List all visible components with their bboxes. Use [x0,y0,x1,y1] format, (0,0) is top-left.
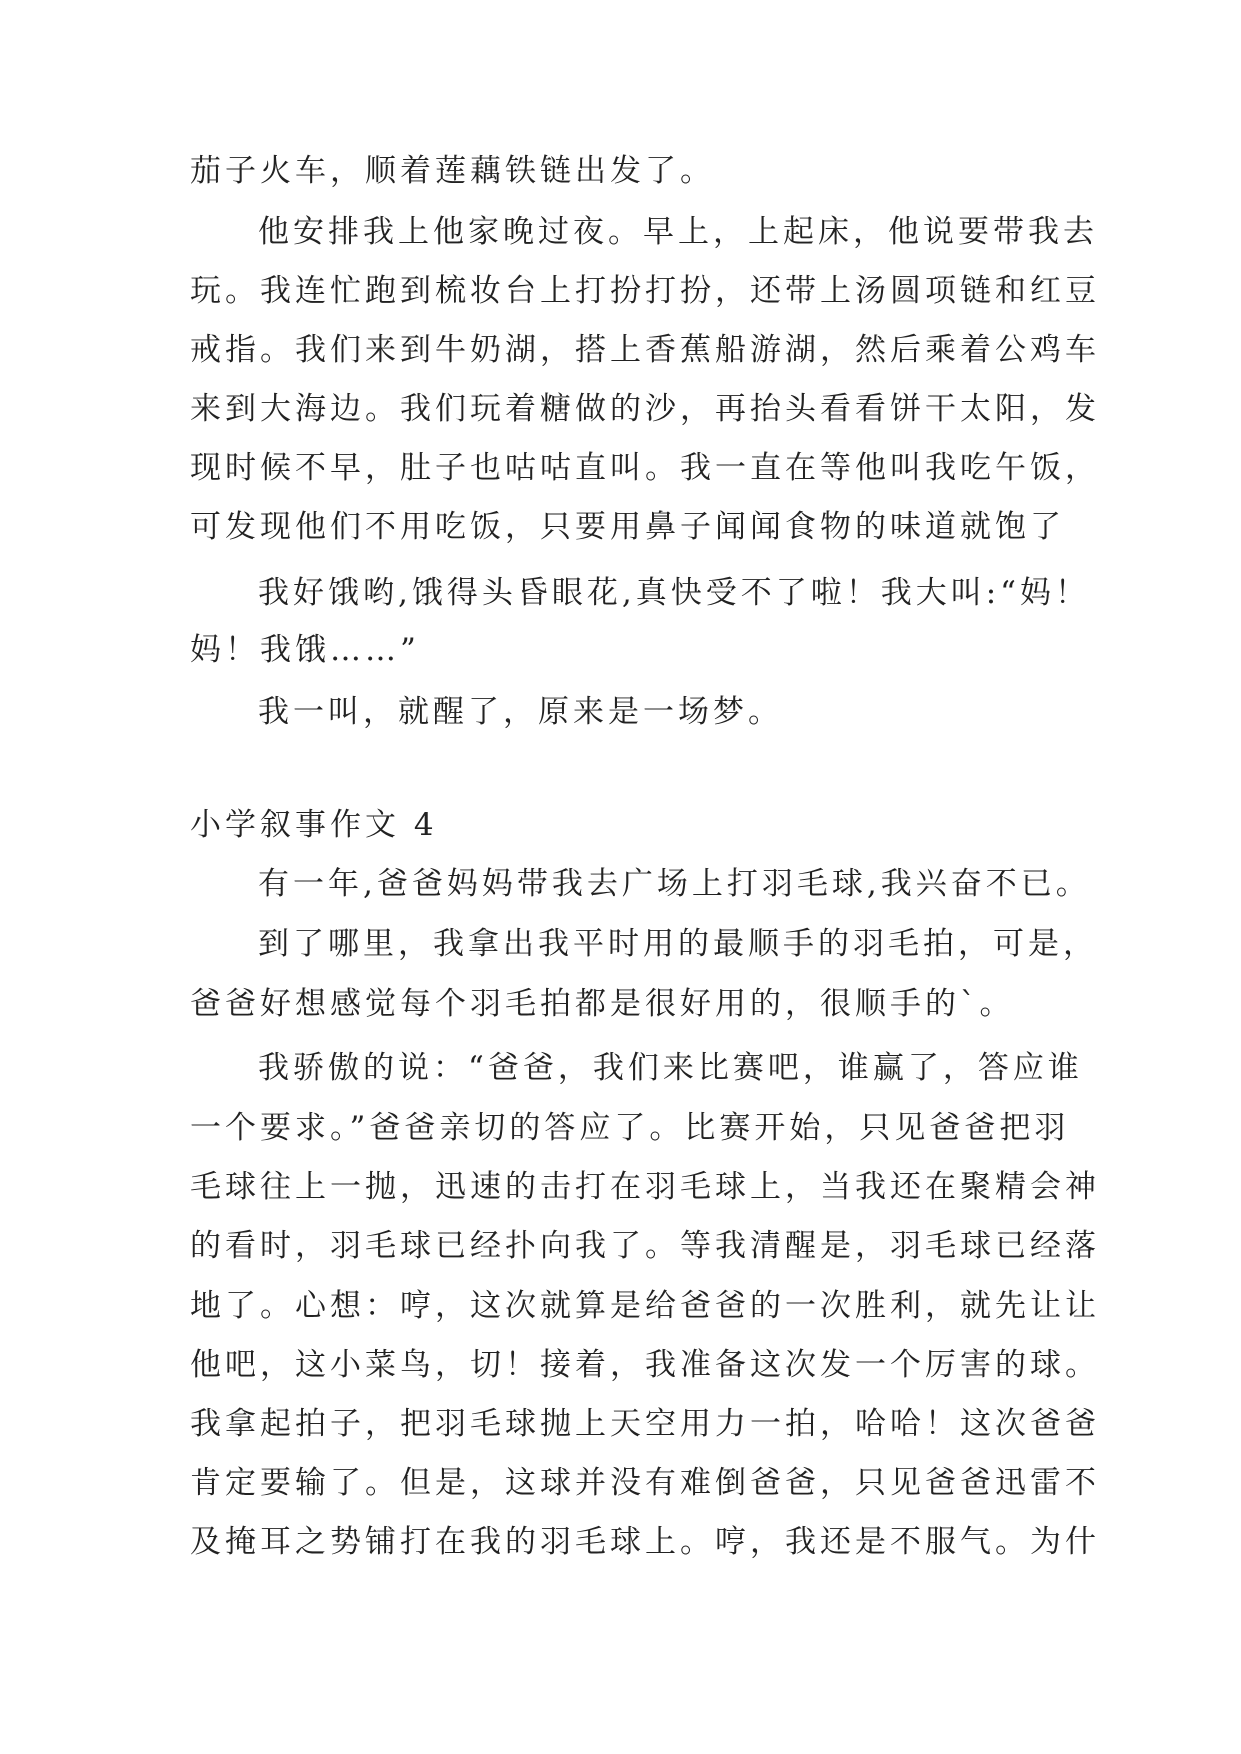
paragraph-line: 我一叫，就醒了，原来是一场梦。 [258,694,783,730]
paragraph-line: 我骄傲的说：“爸爸，我们来比赛吧，谁赢了，答应谁 [258,1050,1083,1086]
paragraph-line: 我拿起拍子，把羽毛球抛上天空用力一拍，哈哈！这次爸爸 [190,1406,1100,1442]
section-heading: 小学叙事作文 4 [190,807,438,843]
paragraph-line: 他吧，这小菜鸟，切！接着，我准备这次发一个厉害的球。 [190,1347,1100,1383]
paragraph-line: 他安排我上他家晚过夜。早上，上起床，他说要带我去 [258,214,1098,250]
paragraph-line: 地了。心想：哼，这次就算是给爸爸的一次胜利，就先让让 [190,1288,1100,1324]
paragraph-line: 来到大海边。我们玩着糖做的沙，再抬头看看饼干太阳，发 [190,391,1100,427]
paragraph-line: 戒指。我们来到牛奶湖，搭上香蕉船游湖，然后乘着公鸡车 [190,332,1100,368]
paragraph-line: 及掩耳之势铺打在我的羽毛球上。哼，我还是不服气。为什 [190,1524,1100,1560]
paragraph-line: 现时候不早，肚子也咕咕直叫。我一直在等他叫我吃午饭， [190,450,1100,486]
paragraph-line: 玩。我连忙跑到梳妆台上打扮打扮，还带上汤圆项链和红豆 [190,273,1100,309]
paragraph-line: 茄子火车，顺着莲藕铁链出发了。 [190,153,715,189]
paragraph-line: 毛球往上一抛，迅速的击打在羽毛球上，当我还在聚精会神 [190,1169,1100,1205]
paragraph-line: 到了哪里，我拿出我平时用的最顺手的羽毛拍，可是， [258,926,1098,962]
paragraph-line: 爸爸好想感觉每个羽毛拍都是很好用的，很顺手的`。 [190,986,1015,1022]
paragraph-line: 我好饿哟,饿得头昏眼花,真快受不了啦！我大叫:“妈！ [258,575,1090,611]
paragraph-line: 可发现他们不用吃饭，只要用鼻子闻闻食物的味道就饱了 [190,509,1065,545]
paragraph-line: 妈！我饿……” [190,632,420,668]
paragraph-line: 有一年,爸爸妈妈带我去广场上打羽毛球,我兴奋不已。 [258,866,1091,902]
paragraph-line: 一个要求。”爸爸亲切的答应了。比赛开始，只见爸爸把羽 [190,1110,1070,1146]
paragraph-line: 的看时，羽毛球已经扑向我了。等我清醒是，羽毛球已经落 [190,1228,1100,1264]
paragraph-line: 肯定要输了。但是，这球并没有难倒爸爸，只见爸爸迅雷不 [190,1465,1100,1501]
